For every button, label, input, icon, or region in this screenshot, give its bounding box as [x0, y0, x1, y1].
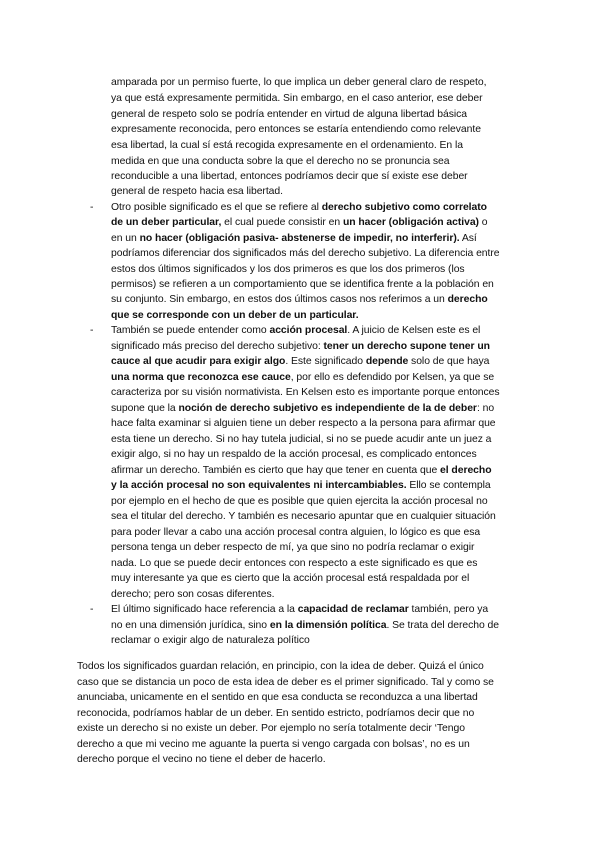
bold-run: una norma que reconozca ese cauce — [111, 372, 291, 383]
text-line — [111, 109, 467, 121]
text-line — [111, 264, 465, 276]
bold-run: y la acción procesal no son equivalentes ni intercambiables. — [111, 480, 407, 491]
text-line — [111, 171, 468, 183]
text-run: . A juicio de Kelsen este es el — [347, 325, 481, 336]
text-run: reclamar o exigir algo de naturaleza político — [111, 635, 310, 646]
text-run: en un — [111, 233, 140, 244]
text-line — [111, 310, 359, 322]
text-run: el cual puede consistir en — [221, 217, 343, 228]
text-run: esa libertad, la cual sí está recogida expresamente en el ordenamiento. En la — [111, 140, 463, 151]
text-line — [111, 124, 481, 136]
text-run: También se puede entender como — [111, 325, 270, 336]
text-line — [111, 635, 310, 647]
bullet-dash: - — [90, 604, 94, 615]
text-run: estos dos últimos significados y los dos primeros es que los dos primeros (los — [111, 264, 465, 275]
text-line — [77, 723, 465, 735]
text-line — [111, 496, 488, 508]
text-line — [111, 527, 480, 539]
text-run: solo de que haya — [408, 356, 490, 367]
text-run: Todos los significados guardan relación, en principio, con la idea de deber. Quizá el único — [77, 661, 484, 672]
text-run: persona tenga un deber respecto de mí, ya que sino no podría reclamar o exigir — [111, 542, 475, 553]
text-line — [111, 233, 477, 245]
text-line — [111, 140, 463, 152]
text-run: expresamente reconocida, pero entonces se estaría entendiendo como relevante — [111, 124, 481, 135]
bold-run: capacidad de reclamar — [297, 604, 409, 615]
text-line — [111, 449, 477, 461]
text-line — [111, 480, 491, 492]
text-run: Otro posible significado es el que se refiere al — [111, 202, 322, 213]
text-run: afirmar un derecho. También es cierto que hay que tener en cuenta que — [111, 465, 441, 476]
text-line — [111, 356, 489, 368]
text-run: no en una dimensión jurídica, sino — [111, 620, 270, 631]
text-line — [111, 465, 492, 477]
text-run: muy interesante ya que es cierto que la acción procesal está respaldada por el — [111, 573, 470, 584]
text-run: Así — [459, 233, 477, 244]
text-run: Ello se contempla — [406, 480, 491, 491]
text-line — [111, 511, 496, 523]
bold-run: que se corresponde con un deber de un particular. — [111, 310, 359, 321]
text-run: existe un derecho si no existe un deber. Por ejemplo no sería totalmente decir ‘Tengo — [77, 723, 465, 734]
bold-run: acción procesal — [269, 325, 348, 336]
text-run: hace falta examinar si alguien tiene un deber respecto a la persona para afirmar que — [111, 418, 496, 429]
bullet-dash: - — [90, 325, 94, 336]
text-line — [111, 202, 487, 214]
text-line — [111, 217, 488, 229]
text-run: general de respeto solo se podría entender en virtud de alguna libertad básica — [111, 109, 467, 120]
text-run: supone que la — [111, 403, 179, 414]
text-line — [111, 77, 486, 89]
text-run: , por ello es defendido por Kelsen, ya que se — [290, 372, 495, 383]
text-line — [111, 93, 483, 105]
text-line — [111, 542, 474, 554]
text-line — [77, 661, 484, 673]
text-run: su conjunto. Sin embargo, en estos dos últimos casos nos referimos a un — [111, 294, 448, 305]
text-run: reconducible a una libertad, entonces podríamos decir que sí existe ese deber — [111, 171, 468, 182]
text-line — [111, 620, 499, 632]
text-line — [111, 387, 500, 399]
text-run: medida en que una conducta sobre la que el derecho no se pronuncia sea — [111, 156, 450, 167]
text-run: esta tiene un derecho. Si no hay tutela judicial, si no se puede acudir ante un juez a — [111, 434, 492, 445]
text-run: o — [478, 217, 488, 228]
bold-run: cauce al que acudir para exigir algo — [111, 356, 286, 367]
bold-run: no hacer (obligación pasiva- abstenerse de impedir, no interferir). — [139, 233, 460, 244]
text-line — [77, 754, 326, 766]
text-line — [77, 677, 494, 689]
text-line — [111, 294, 488, 306]
bold-run: en la dimensión política — [269, 620, 387, 631]
bold-run: un hacer (obligación activa) — [342, 217, 479, 228]
text-line — [77, 739, 470, 751]
text-line — [77, 692, 478, 704]
text-line — [111, 186, 283, 198]
text-line — [111, 341, 490, 353]
text-line — [111, 589, 274, 601]
text-line — [111, 279, 494, 291]
bold-run: de un deber particular, — [111, 217, 222, 228]
text-run: derecho; pero son cosas diferentes. — [111, 589, 275, 600]
bullet-dash: - — [90, 202, 94, 213]
text-run: sea el titular del derecho. Y también es necesario apuntar que en cualquier situación — [111, 511, 496, 522]
text-run: caso que se distancia un poco de esta idea de deber es el primer significado. Tal y como se — [77, 677, 494, 688]
text-line — [111, 418, 496, 430]
bold-run: noción de derecho subjetivo es independiente de la de deber — [178, 403, 477, 414]
text-run: amparada por un permiso fuerte, lo que implica un deber general claro de respeto, — [111, 77, 487, 88]
text-run: caracteriza por su visión normativista. En Kelsen esto es importante porque entonces — [111, 387, 500, 398]
bold-run: derecho subjetivo como correlato — [321, 202, 487, 213]
text-run: ya que está expresamente permitida. Sin embargo, en el caso anterior, ese deber — [111, 93, 483, 104]
text-run: reconocida, podríamos hablar de un deber. En sentido estricto, podríamos decir que no — [77, 708, 475, 719]
text-line — [111, 403, 494, 415]
bold-run: el derecho — [440, 465, 492, 476]
text-line — [111, 558, 477, 570]
bold-run: depende — [365, 356, 409, 367]
text-line — [111, 248, 500, 260]
text-run: también, pero ya — [408, 604, 489, 615]
text-line — [111, 434, 491, 446]
text-run: nada. Lo que se puede decir entonces con respecto a este significado es que es — [111, 558, 478, 569]
bold-run: tener un derecho supone tener un — [323, 341, 490, 352]
text-line — [77, 708, 474, 720]
bold-run: derecho — [447, 294, 488, 305]
text-run: permisos) se refieren a un comportamiento que se identifica frente a la población en — [111, 279, 494, 290]
text-run: para poder llevar a cabo una acción procesal contra alguien, lo lógico es que esa — [111, 527, 481, 538]
text-run: significado más preciso del derecho subjetivo: — [111, 341, 324, 352]
text-line — [111, 325, 480, 337]
text-run: derecho a que mi vecino me aguante la puerta si vengo cargada con bolsas’, no es un — [77, 739, 470, 750]
text-run: : no — [476, 403, 495, 414]
text-line — [111, 573, 469, 585]
text-line — [111, 604, 488, 616]
text-run: anunciaba, unicamente en el sentido en que esa conducta se reconduzca a una libertad — [77, 692, 478, 703]
text-line — [111, 156, 449, 168]
text-run: . Este significado — [285, 356, 366, 367]
text-line — [111, 372, 494, 384]
text-run: . Se trata del derecho de — [386, 620, 499, 631]
text-run: derecho porque el vecino no tiene el deber de hacerlo. — [77, 754, 326, 765]
text-run: por ejemplo en el hecho de que es posible que quien ejercita la acción procesal no — [111, 496, 488, 507]
text-run: general de respeto hacia esa libertad. — [111, 186, 283, 197]
text-run: exigir algo, si no hay un respaldo de la acción procesal, es complicado entonces — [111, 449, 477, 460]
text-run: El último significado hace referencia a la — [111, 604, 298, 615]
text-run: podríamos diferenciar dos significados más del derecho subjetivo. La diferencia entre — [111, 248, 500, 259]
